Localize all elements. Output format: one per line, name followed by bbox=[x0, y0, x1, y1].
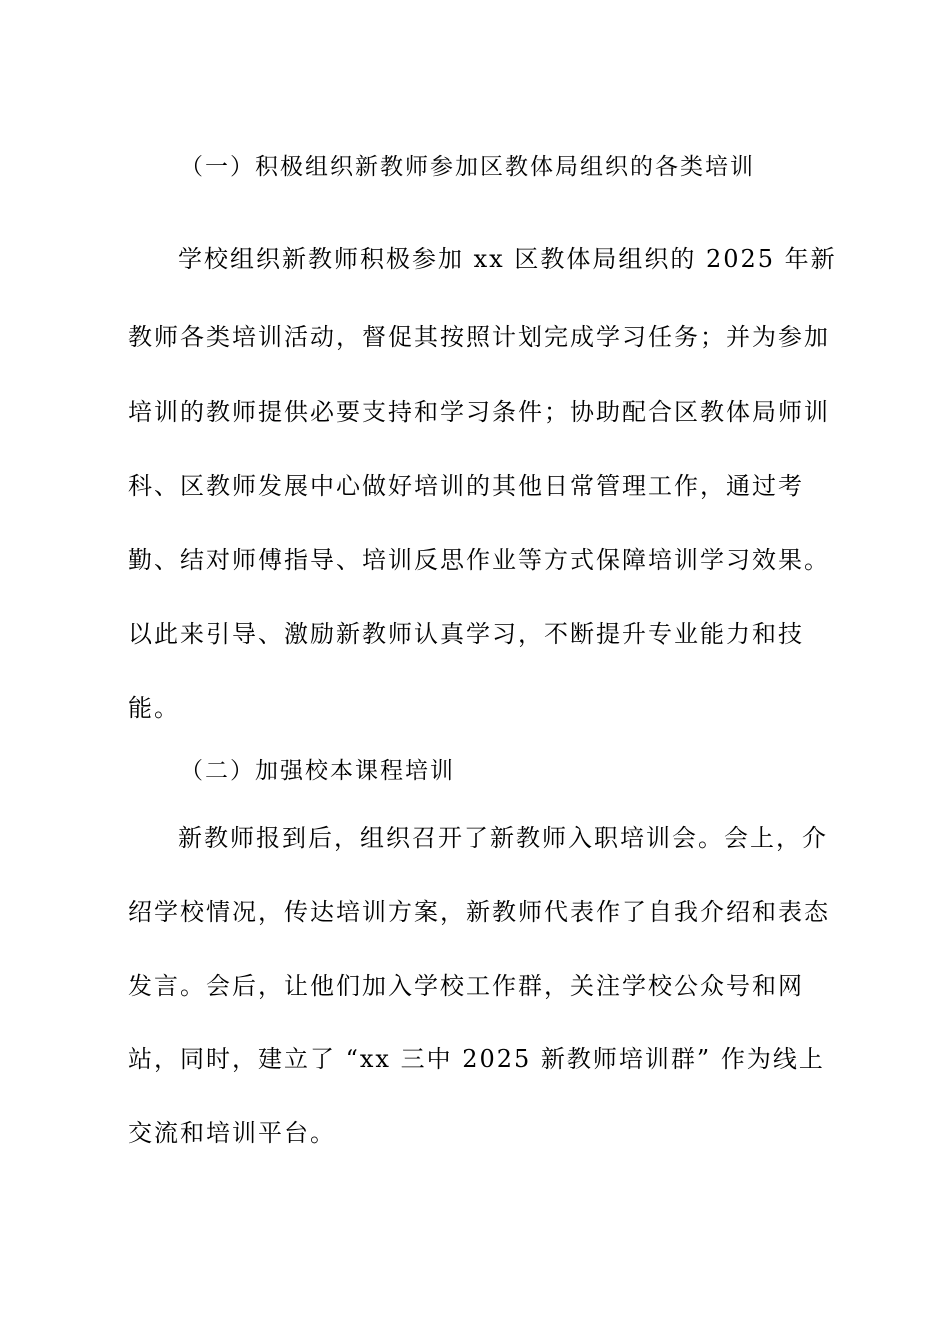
section-1-paragraph-line: 勤、结对师傅指导、培训反思作业等方式保障培训学习效果。 bbox=[128, 546, 830, 574]
section-2-heading: （二）加强校本课程培训 bbox=[180, 758, 455, 784]
section-2-paragraph-line: 交流和培训平台。 bbox=[128, 1119, 336, 1147]
section-2-paragraph-line: 站，同时，建立了 “xx 三中 2025 新教师培训群” 作为线上 bbox=[128, 1045, 825, 1073]
section-1-paragraph-line: 学校组织新教师积极参加 xx 区教体局组织的 2025 年新 bbox=[178, 245, 837, 273]
section-2-paragraph-line: 新教师报到后，组织召开了新教师入职培训会。会上，介 bbox=[178, 824, 828, 852]
section-1-heading: （一）积极组织新教师参加区教体局组织的各类培训 bbox=[180, 154, 755, 180]
section-1-paragraph-line: 以此来引导、激励新教师认真学习，不断提升专业能力和技 bbox=[128, 620, 804, 648]
section-2-paragraph-line: 绍学校情况，传达培训方案，新教师代表作了自我介绍和表态 bbox=[128, 898, 830, 926]
section-1-paragraph-line: 培训的教师提供必要支持和学习条件；协助配合区教体局师训 bbox=[128, 398, 830, 426]
section-1-paragraph-line: 教师各类培训活动，督促其按照计划完成学习任务；并为参加 bbox=[128, 323, 830, 351]
section-2-paragraph-line: 发言。会后，让他们加入学校工作群，关注学校公众号和网 bbox=[128, 972, 804, 1000]
section-1-paragraph-line: 科、区教师发展中心做好培训的其他日常管理工作，通过考 bbox=[128, 472, 804, 500]
section-1-paragraph-line: 能。 bbox=[128, 694, 180, 722]
